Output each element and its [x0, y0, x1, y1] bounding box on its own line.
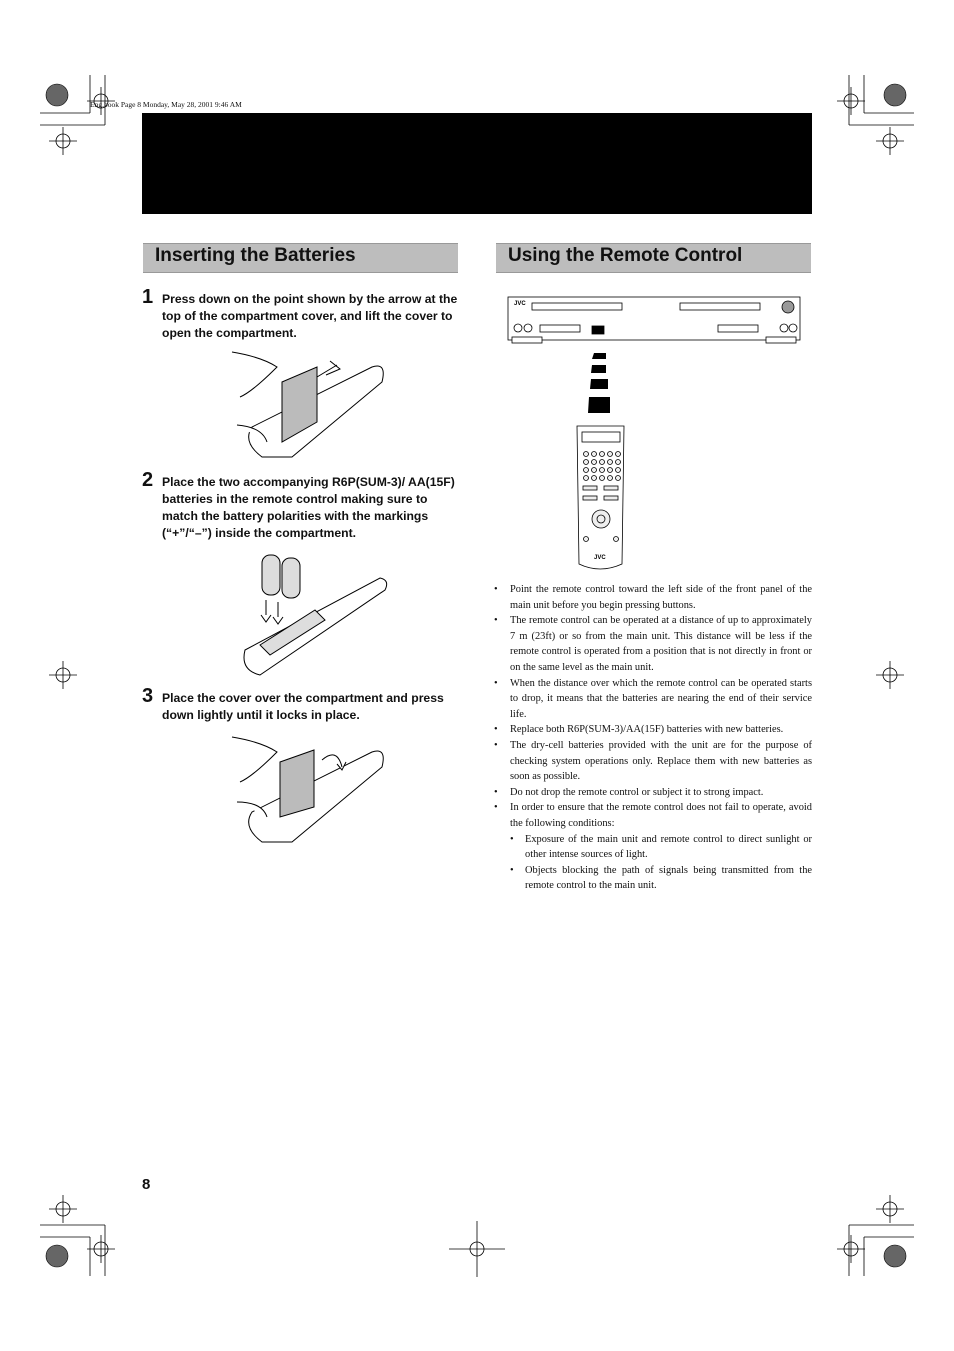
section-title: Inserting the Batteries [155, 245, 356, 266]
sub-list-item: • Objects blocking the path of signals being transmitted from the remote control to the main unit. [510, 864, 812, 892]
insert-batteries-illustration [240, 550, 390, 680]
list-item: • Replace both R6P(SUM-3)/AA(15F) batteries with new batteries. [494, 724, 784, 736]
ir-beam-graphic [586, 353, 616, 433]
list-item: • In order to ensure that the remote control does not fail to operate, avoid the following conditions: • Exposure of the main unit and remote control to direct sunlight or other intense sources of light. • Objects blocking the path of signals being transmitted from the remote control to the main unit. [494, 800, 812, 894]
remote-usage-notes [494, 582, 812, 894]
list-item: • Do not drop the remote control or subject it to strong impact. [494, 786, 764, 798]
list-item: • The dry-cell batteries provided with the unit are for the purpose of checking system operations only. Replace them with new batteries as soon as possible. [494, 739, 812, 783]
step-text: Place the two accompanying R6P(SUM-3)/ AA(15F) batteries in the remote control making sure to match the battery polarities with the markings (“+”/“–”) inside the compartment. [162, 475, 455, 540]
open-cover-illustration [222, 347, 392, 462]
step-text: Press down on the point shown by the arrow at the top of the compartment cover, and lift the cover to open the compartment. [162, 292, 458, 340]
section-header-batteries [143, 243, 458, 273]
remote-brand-label: JVC [594, 555, 606, 561]
section-title: Using the Remote Control [508, 245, 743, 266]
close-cover-illustration [222, 732, 392, 847]
step-number: 2 [142, 469, 154, 491]
step-number: 1 [142, 286, 154, 308]
file-info-header: Eng.book Page 8 Monday, May 28, 2001 9:46 AM [90, 100, 242, 109]
list-item: • Point the remote control toward the left side of the front panel of the main unit before you begin pressing buttons. [494, 584, 812, 611]
main-unit-illustration [508, 295, 808, 350]
sub-list-item: • Exposure of the main unit and remote control to direct sunlight or other intense sources of light. [510, 833, 812, 861]
step-text: Place the cover over the compartment and press down lightly until it locks in place. [162, 691, 444, 722]
chapter-band [142, 113, 812, 214]
remote-control-illustration [574, 424, 630, 574]
unit-brand-label: JVC [514, 301, 526, 307]
page-number: 8 [142, 1176, 151, 1193]
list-item: • When the distance over which the remote control can be operated starts to drop, it means that the batteries are nearing the end of their service life. [494, 677, 812, 720]
step-number: 3 [142, 685, 154, 707]
section-header-remote [496, 243, 811, 273]
list-item: • The remote control can be operated at a distance of up to approximately 7 m (23ft) or so from the main unit. This distance will be less if the remote control is operated from a position that is not directly in front or on the same level as the main unit. [494, 615, 812, 673]
